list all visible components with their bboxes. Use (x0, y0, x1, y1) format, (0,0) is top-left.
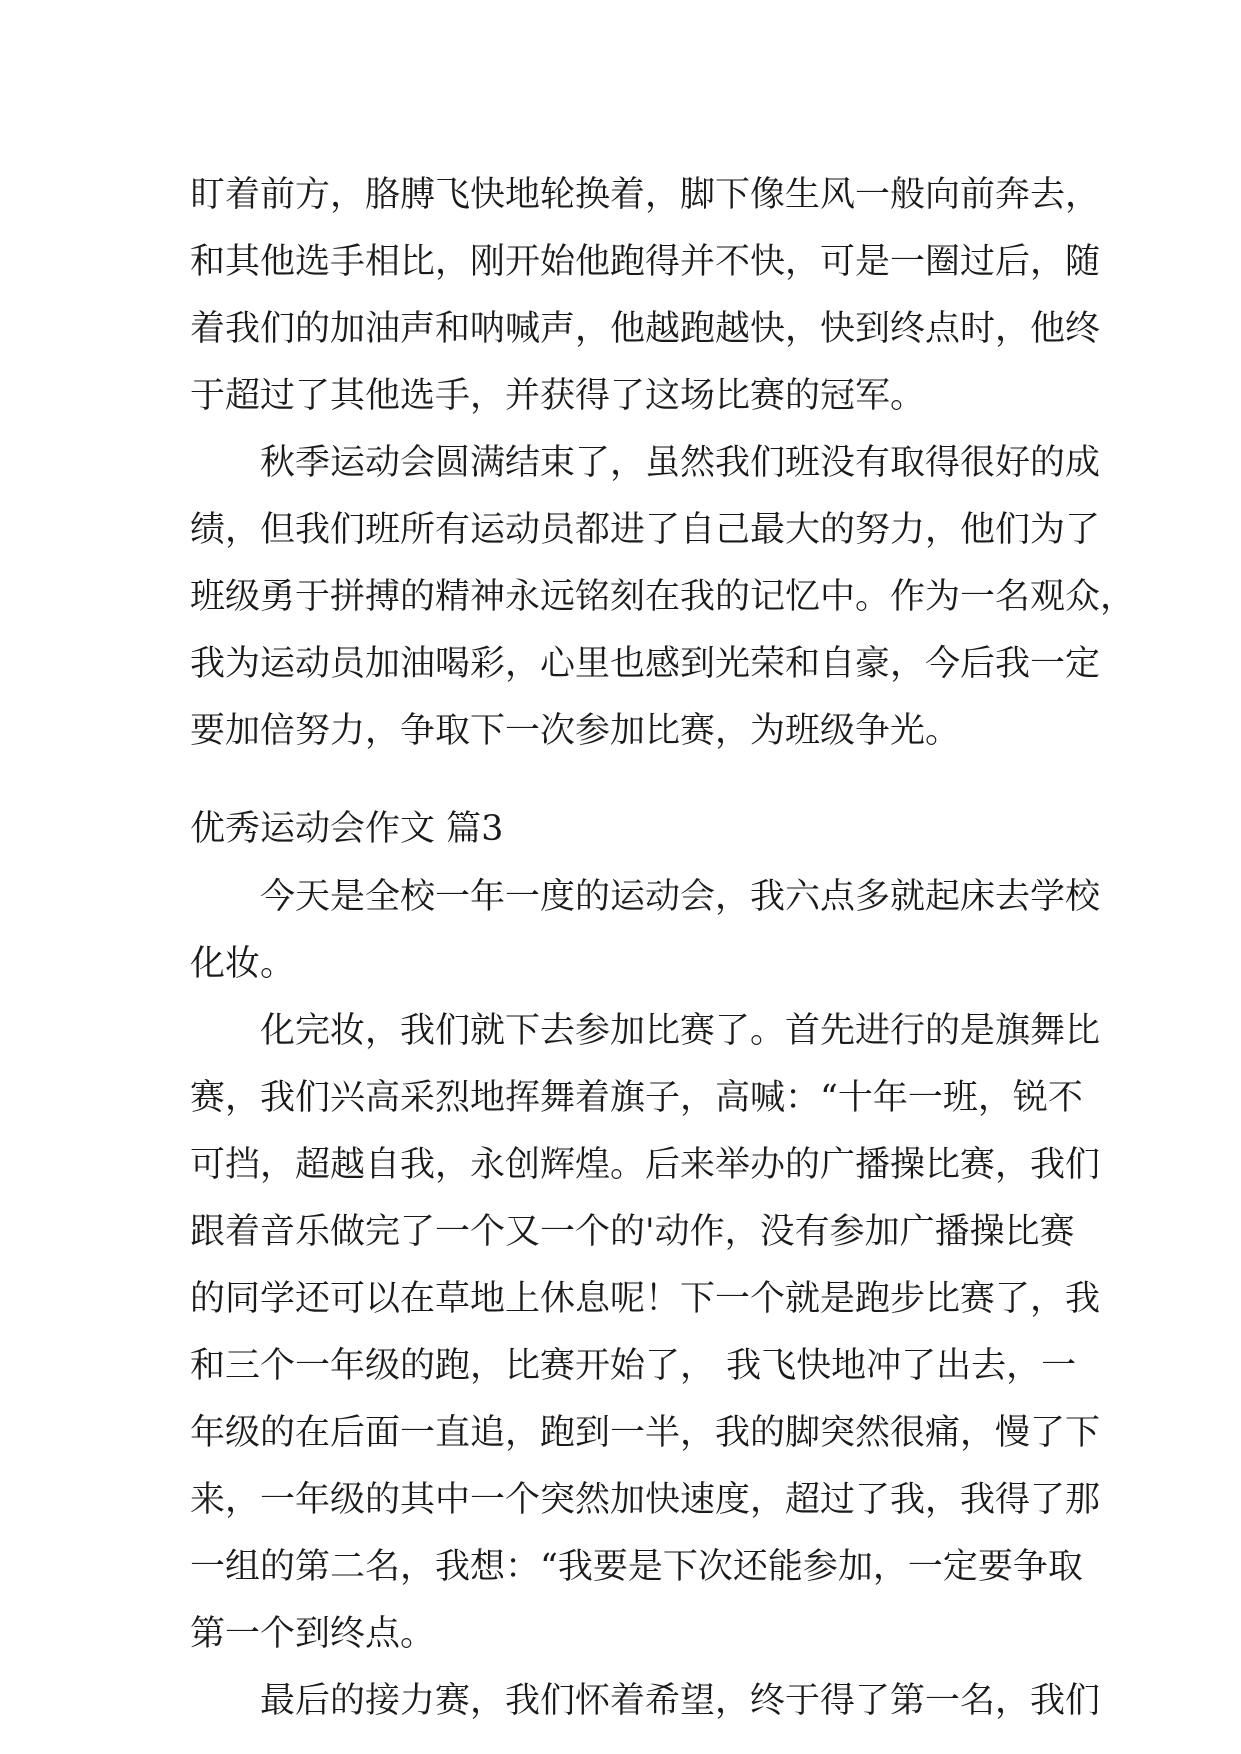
text-line: 最后的接力赛，我们怀着希望，终于得了第一名，我们 (260, 1681, 1101, 1721)
text-line: 绩，但我们班所有运动员都进了自己最大的努力，他们为了 (190, 510, 1101, 550)
text-line: 一组的第二名，我想：“我要是下次还能参加，一定要争取 (190, 1547, 1083, 1587)
section-title: 优秀运动会作文 篇3 (190, 809, 504, 849)
text-line: 来，一年级的其中一个突然加快速度，超过了我，我得了那 (190, 1480, 1101, 1520)
text-line: 年级的在后面一直追，跑到一半，我的脚突然很痛，慢了下 (190, 1413, 1101, 1453)
text-line: 今天是全校一年一度的运动会，我六点多就起床去学校 (260, 877, 1101, 917)
text-line: 班级勇于拼搏的精神永远铭刻在我的记忆中。作为一名观众， (190, 577, 1136, 617)
text-line: 秋季运动会圆满结束了，虽然我们班没有取得很好的成 (260, 443, 1101, 483)
text-line: 盯着前方，胳膊飞快地轮换着，脚下像生风一般向前奔去， (190, 175, 1101, 215)
text-line: 和其他选手相比，刚开始他跑得并不快，可是一圈过后，随 (190, 242, 1101, 282)
text-line: 第一个到终点。 (190, 1614, 436, 1654)
text-line: 和三个一年级的跑，比赛开始了， 我飞快地冲了出去，一 (190, 1346, 1077, 1386)
text-line: 我为运动员加油喝彩，心里也感到光荣和自豪，今后我一定 (190, 644, 1101, 684)
text-line: 跟着音乐做完了一个又一个的'动作，没有参加广播操比赛 (190, 1212, 1075, 1252)
text-line: 赛，我们兴高采烈地挥舞着旗子，高喊：“十年一班，锐不 (190, 1078, 1083, 1118)
text-line: 化妆。 (190, 944, 296, 984)
text-line: 于超过了其他选手，并获得了这场比赛的冠军。 (190, 376, 926, 416)
text-line: 着我们的加油声和呐喊声，他越跑越快，快到终点时，他终 (190, 309, 1101, 349)
text-line: 可挡，超越自我，永创辉煌。后来举办的广播操比赛，我们 (190, 1145, 1101, 1185)
text-line: 的同学还可以在草地上休息呢！下一个就是跑步比赛了，我 (190, 1279, 1101, 1319)
text-line: 要加倍努力，争取下一次参加比赛，为班级争光。 (190, 711, 961, 751)
text-line: 化完妆，我们就下去参加比赛了。首先进行的是旗舞比 (260, 1011, 1101, 1051)
